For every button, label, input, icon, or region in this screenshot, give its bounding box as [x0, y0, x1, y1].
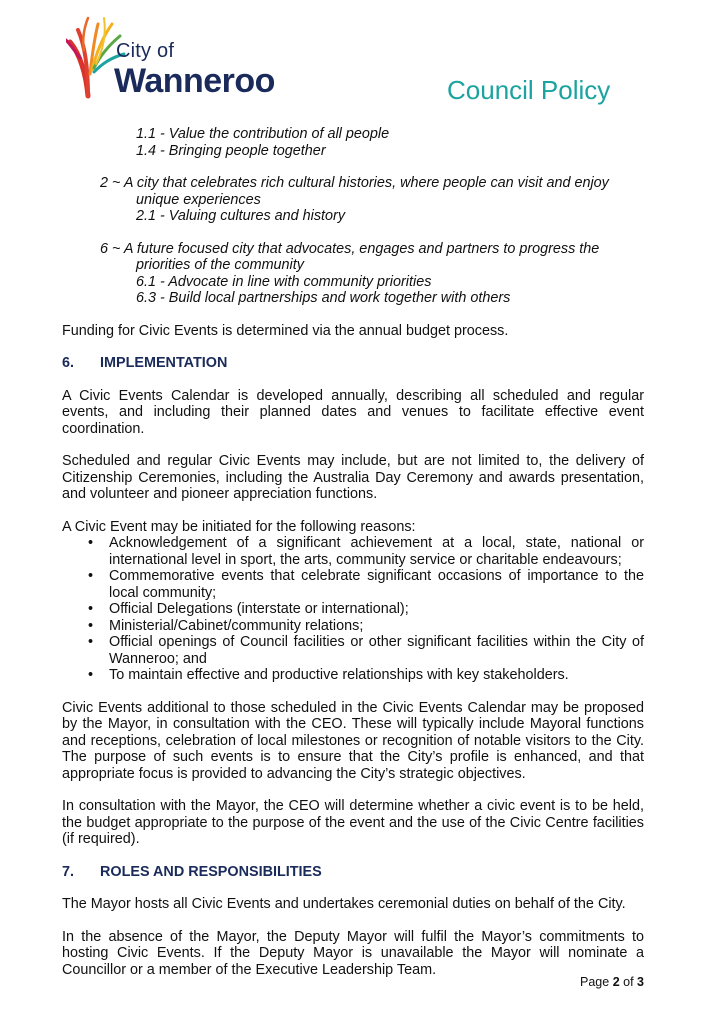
strategy-sub-1-1: 1.1 - Value the contribution of all people	[136, 126, 390, 142]
reasons-list	[62, 535, 644, 684]
section-6-paragraph-3: Civic Events additional to those scheduled in the Civic Events Calendar may be proposed by the Mayor, in consultation with the CEO. These will typically include Mayoral functions and receptions, celebration of local milestones or recognition of notable visitors to the City. The purpose of such events is to ensure that the City’s profile is enhanced, and that appropriate focus is provided to advancing the City’s strategic objectives.	[62, 699, 644, 782]
section-7-paragraph-1: The Mayor hosts all Civic Events and undertakes ceremonial duties on behalf of the City.	[62, 896, 626, 912]
city-logo	[66, 14, 306, 104]
list-item	[62, 667, 644, 684]
logo-text-city-of: City of	[116, 40, 175, 62]
page-word: Page	[580, 975, 610, 989]
section-7-number: 7.	[62, 863, 75, 880]
strategy-goal-6: 6 ~ A future focused city that advocates, engages and partners to progress the priorities of the community	[100, 240, 600, 273]
logo-text-wanneroo: Wanneroo	[114, 62, 275, 100]
strategy-sub-2-1: 2.1 - Valuing cultures and history	[136, 208, 346, 224]
section-7-heading	[62, 864, 644, 881]
list-item	[62, 618, 644, 635]
list-item-text: To maintain effective and productive relationships with key stakeholders.	[109, 667, 569, 683]
page-of-word: of	[623, 975, 634, 989]
bullet-icon: •	[88, 535, 94, 551]
list-item	[62, 535, 644, 568]
list-item-text: Ministerial/Cabinet/community relations;	[109, 617, 364, 634]
list-item-text: Official openings of Council facilities or other significant facilities within the City of Wanneroo; and	[109, 634, 644, 667]
bullet-icon: •	[88, 617, 94, 634]
bullet-icon: •	[88, 634, 94, 650]
document-type-title: Council Policy	[447, 75, 611, 105]
page-current: 2	[612, 975, 620, 989]
section-7-paragraph-2: In the absence of the Mayor, the Deputy Mayor will fulfil the Mayor’s commitments to hosting Civic Events. If the Deputy Mayor is unavailable the Mayor will nominate a Councillor or a member of the Executive Leadership Team.	[62, 928, 644, 978]
page-body	[62, 126, 644, 978]
section-6-intro: A Civic Event may be initiated for the following reasons:	[62, 518, 416, 535]
bullet-icon: •	[88, 568, 94, 584]
section-6-title: IMPLEMENTATION	[100, 355, 228, 371]
list-item-text: Acknowledgement of a significant achievement at a local, state, national or international level in sport, the arts, community service or charitable endeavours;	[109, 535, 644, 568]
section-6-paragraph-4: In consultation with the Mayor, the CEO will determine whether a civic event is to be held, the budget appropriate to the purpose of the event and the use of the Civic Centre facilities (if required).	[62, 798, 644, 847]
bullet-icon: •	[88, 667, 94, 683]
list-item-text: Official Delegations (interstate or international);	[109, 601, 409, 617]
strategy-sub-6-1: 6.1 - Advocate in line with community priorities	[136, 273, 432, 290]
list-item	[62, 601, 644, 618]
funding-paragraph: Funding for Civic Events is determined via the annual budget process.	[62, 322, 509, 339]
section-6-paragraph-1: A Civic Events Calendar is developed annually, describing all scheduled and regular events, and including their planned dates and venues to facilitate effective event coordination.	[62, 387, 644, 437]
section-6-heading	[62, 355, 644, 372]
section-6-number: 6.	[62, 355, 75, 371]
section-6-paragraph-2: Scheduled and regular Civic Events may include, but are not limited to, the delivery of Citizenship Ceremonies, including the Australia Day Ceremony and awards presentation, and volunteer and pioneer appreciation functions.	[62, 453, 644, 502]
bullet-icon: •	[88, 601, 94, 617]
section-7-title: ROLES AND RESPONSIBILITIES	[100, 863, 322, 880]
list-item	[62, 634, 644, 667]
list-item	[62, 568, 644, 601]
list-item-text: Commemorative events that celebrate significant occasions of importance to the local community;	[109, 568, 644, 601]
strategy-sub-6-3: 6.3 - Build local partnerships and work together with others	[136, 290, 511, 306]
page-total: 3	[637, 975, 644, 989]
strategy-goal-2: 2 ~ A city that celebrates rich cultural histories, where people can visit and enjoy unique experiences	[100, 175, 609, 208]
strategy-sub-1-4: 1.4 - Bringing people together	[136, 142, 326, 159]
page-number	[580, 975, 644, 989]
